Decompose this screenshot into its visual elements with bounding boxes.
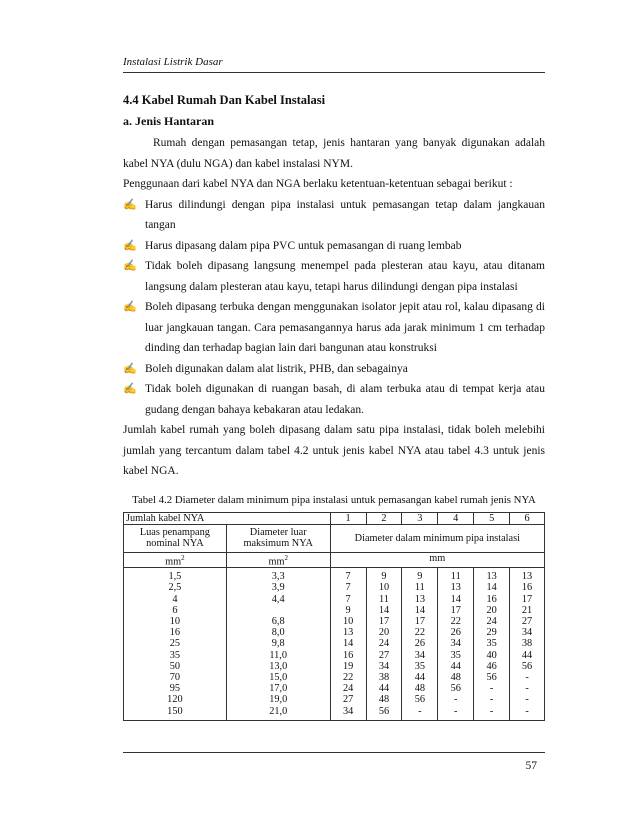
cell-diameter: 44 (510, 650, 545, 661)
cell-diameter: 38 (366, 672, 402, 683)
cell-diameter: 26 (438, 627, 474, 638)
cell-diameter: 56 (402, 694, 438, 705)
cell-od: 9,8 (226, 638, 330, 649)
cell-diameter: 11 (366, 594, 402, 605)
unit-od-text: mm (268, 556, 285, 568)
pen-hand-icon: ✍ (123, 260, 137, 272)
bullet-text: Tidak boleh dipasang langsung menempel pada plesteran atau kayu, atau ditanam langsung dalam plesteran atau kayu, tetapi harus dilindungi dengan pipa instalasi (145, 260, 545, 293)
cell-diameter: 9 (330, 605, 366, 616)
subsection-title: a. Jenis Hantaran (123, 114, 215, 128)
count-6: 6 (510, 513, 545, 525)
cell-diameter: 27 (330, 694, 366, 705)
cell-diameter: 21 (510, 605, 545, 616)
cell-diameter: 7 (330, 568, 366, 583)
cell-area: 95 (124, 683, 227, 694)
bullet-list (123, 195, 545, 421)
cell-diameter: 34 (438, 638, 474, 649)
cell-diameter: 56 (474, 672, 510, 683)
cell-diameter: 35 (438, 650, 474, 661)
bullet-text: Harus dilindungi dengan pipa instalasi untuk pemasangan tetap dalam jangkauan tangan (145, 198, 545, 231)
cell-diameter: 17 (510, 594, 545, 605)
table-row (124, 694, 545, 705)
cell-diameter: 48 (402, 683, 438, 694)
cell-area: 2,5 (124, 582, 227, 593)
cell-diameter: 44 (402, 672, 438, 683)
cell-diameter: 20 (366, 627, 402, 638)
bullet-text: Boleh digunakan dalam alat listrik, PHB, dan sebagainya (145, 362, 408, 375)
cell-area: 50 (124, 661, 227, 672)
count-4: 4 (438, 513, 474, 525)
table-caption: Tabel 4.2 Diameter dalam minimum pipa instalasi untuk pemasangan kabel rumah jenis NYA (132, 494, 536, 506)
unit-diameter: mm (330, 552, 544, 568)
cell-diameter: 34 (510, 627, 545, 638)
cell-od: 13,0 (226, 661, 330, 672)
bullet-item (123, 195, 545, 236)
count-5: 5 (474, 513, 510, 525)
group-header: Diameter dalam minimum pipa instalasi (330, 525, 544, 552)
bullet-text: Harus dipasang dalam pipa PVC untuk pemasangan di ruang lembab (145, 239, 462, 252)
cell-area: 6 (124, 605, 227, 616)
cell-area: 25 (124, 638, 227, 649)
cell-diameter: 17 (402, 616, 438, 627)
cell-diameter: 48 (438, 672, 474, 683)
cell-diameter: - (474, 683, 510, 694)
cell-diameter: - (402, 706, 438, 721)
cell-diameter: 27 (366, 650, 402, 661)
cell-diameter: 24 (330, 683, 366, 694)
cell-diameter: 46 (474, 661, 510, 672)
cell-diameter: 22 (438, 616, 474, 627)
cell-od: 21,0 (226, 706, 330, 721)
cell-diameter: 56 (366, 706, 402, 721)
bullet-item (123, 297, 545, 359)
table-row (124, 650, 545, 661)
cell-diameter: 56 (438, 683, 474, 694)
cell-diameter: 11 (402, 582, 438, 593)
cell-diameter: 16 (510, 582, 545, 593)
cell-diameter: 17 (366, 616, 402, 627)
cell-diameter: - (510, 683, 545, 694)
cell-diameter: 56 (510, 661, 545, 672)
cell-diameter: 44 (366, 683, 402, 694)
cell-diameter: - (438, 706, 474, 721)
cell-diameter: 17 (438, 605, 474, 616)
paragraph-1: Rumah dengan pemasangan tetap, jenis hantaran yang banyak digunakan adalah kabel NYA (dulu NGA) dan kabel instalasi NYM. (123, 137, 545, 170)
table-row (124, 683, 545, 694)
pen-hand-icon: ✍ (123, 198, 137, 211)
cell-diameter: 14 (330, 638, 366, 649)
running-header: Instalasi Listrik Dasar (123, 56, 223, 68)
unit-od (226, 552, 330, 568)
cell-area: 1,5 (124, 568, 227, 583)
col-area-header: Luas penampang nominal NYA (124, 525, 227, 552)
cell-diameter: - (474, 706, 510, 721)
col-od-header: Diameter luar maksimum NYA (226, 525, 330, 552)
bullet-item (123, 359, 545, 380)
cell-diameter: 38 (510, 638, 545, 649)
cell-diameter: 35 (402, 661, 438, 672)
cell-diameter: 11 (438, 568, 474, 583)
cell-area: 16 (124, 627, 227, 638)
cell-diameter: 34 (402, 650, 438, 661)
cell-diameter: 13 (474, 568, 510, 583)
table-row (124, 672, 545, 683)
cell-diameter: 22 (402, 627, 438, 638)
unit-area-text: mm (165, 556, 182, 568)
cell-diameter: 24 (366, 638, 402, 649)
table-row (124, 638, 545, 649)
cell-diameter: - (474, 694, 510, 705)
cell-od: 8,0 (226, 627, 330, 638)
cell-diameter: 7 (330, 582, 366, 593)
cell-diameter: 16 (474, 594, 510, 605)
cell-od: 4,4 (226, 594, 330, 605)
table-row (124, 661, 545, 672)
bullet-text: Boleh dipasang terbuka dengan menggunakan isolator jepit atau rol, kalau dipasang di luar jangkauan tangan. Cara pemasangannya harus ada jarak minimum 1 cm terhadap dinding dan terhadap bagian lain dari bangunan atau konstruksi (145, 301, 545, 354)
cell-diameter: 27 (510, 616, 545, 627)
cable-table (123, 512, 545, 721)
cell-diameter: 20 (474, 605, 510, 616)
cell-diameter: 14 (474, 582, 510, 593)
bullet-item (123, 236, 545, 257)
body-text (123, 133, 545, 482)
footer-rule (123, 752, 545, 753)
table-row (124, 627, 545, 638)
cell-diameter: 9 (366, 568, 402, 583)
cell-diameter: 13 (510, 568, 545, 583)
cell-od: 3,9 (226, 582, 330, 593)
cell-diameter: 9 (402, 568, 438, 583)
cell-diameter: 7 (330, 594, 366, 605)
bullet-item (123, 256, 545, 297)
bullet-text: Tidak boleh digunakan di ruangan basah, di alam terbuka atau di tempat kerja atau gudang dengan bahaya kebakaran atau ledakan. (145, 383, 545, 416)
cell-area: 70 (124, 672, 227, 683)
cell-diameter: 34 (330, 706, 366, 721)
unit-area (124, 552, 227, 568)
cell-od: 11,0 (226, 650, 330, 661)
cell-od: 17,0 (226, 683, 330, 694)
cell-diameter: 48 (366, 694, 402, 705)
cell-diameter: 10 (330, 616, 366, 627)
pen-hand-icon: ✍ (123, 362, 137, 375)
cell-diameter: 26 (402, 638, 438, 649)
section-title: 4.4 Kabel Rumah Dan Kabel Instalasi (123, 93, 326, 107)
cell-diameter: 14 (366, 605, 402, 616)
cell-diameter: - (510, 706, 545, 721)
cell-area: 10 (124, 616, 227, 627)
pen-hand-icon: ✍ (123, 239, 137, 252)
cell-diameter: - (510, 694, 545, 705)
table-row (124, 594, 545, 605)
cell-diameter: 44 (438, 661, 474, 672)
pen-hand-icon: ✍ (123, 301, 137, 313)
cell-od: 6,8 (226, 616, 330, 627)
table-row (124, 568, 545, 583)
cell-od: 19,0 (226, 694, 330, 705)
bullet-item (123, 379, 545, 420)
cell-area: 4 (124, 594, 227, 605)
cell-diameter: 29 (474, 627, 510, 638)
unit-area-sup: 2 (181, 553, 185, 562)
cell-area: 35 (124, 650, 227, 661)
count-label: Jumlah kabel NYA (124, 513, 331, 525)
cell-od (226, 605, 330, 616)
cell-area: 150 (124, 706, 227, 721)
count-2: 2 (366, 513, 402, 525)
count-1: 1 (330, 513, 366, 525)
cell-diameter: - (438, 694, 474, 705)
cell-diameter: 14 (438, 594, 474, 605)
count-3: 3 (402, 513, 438, 525)
cell-diameter: 34 (366, 661, 402, 672)
page-number: 57 (525, 760, 537, 772)
cell-diameter: 40 (474, 650, 510, 661)
cell-diameter: 16 (330, 650, 366, 661)
paragraph-3: Jumlah kabel rumah yang boleh dipasang dalam satu pipa instalasi, tidak boleh melebihi jumlah yang tercantum dalam tabel 4.2 untuk jenis kabel NYA atau tabel 4.3 untuk jenis kabel NGA. (123, 424, 545, 477)
header-rule (123, 72, 545, 73)
cell-diameter: 35 (474, 638, 510, 649)
cell-diameter: - (510, 672, 545, 683)
table-row (124, 582, 545, 593)
unit-od-sup: 2 (284, 553, 288, 562)
cell-diameter: 13 (402, 594, 438, 605)
table-row (124, 605, 545, 616)
cell-area: 120 (124, 694, 227, 705)
cell-diameter: 14 (402, 605, 438, 616)
table-row (124, 616, 545, 627)
cell-diameter: 19 (330, 661, 366, 672)
cell-diameter: 24 (474, 616, 510, 627)
cell-diameter: 10 (366, 582, 402, 593)
cell-od: 3,3 (226, 568, 330, 583)
cell-diameter: 13 (330, 627, 366, 638)
cell-diameter: 13 (438, 582, 474, 593)
cell-diameter: 22 (330, 672, 366, 683)
cell-od: 15,0 (226, 672, 330, 683)
paragraph-2: Penggunaan dari kabel NYA dan NGA berlaku ketentuan-ketentuan sebagai berikut : (123, 178, 513, 190)
table-row (124, 706, 545, 721)
pen-hand-icon: ✍ (123, 383, 137, 395)
